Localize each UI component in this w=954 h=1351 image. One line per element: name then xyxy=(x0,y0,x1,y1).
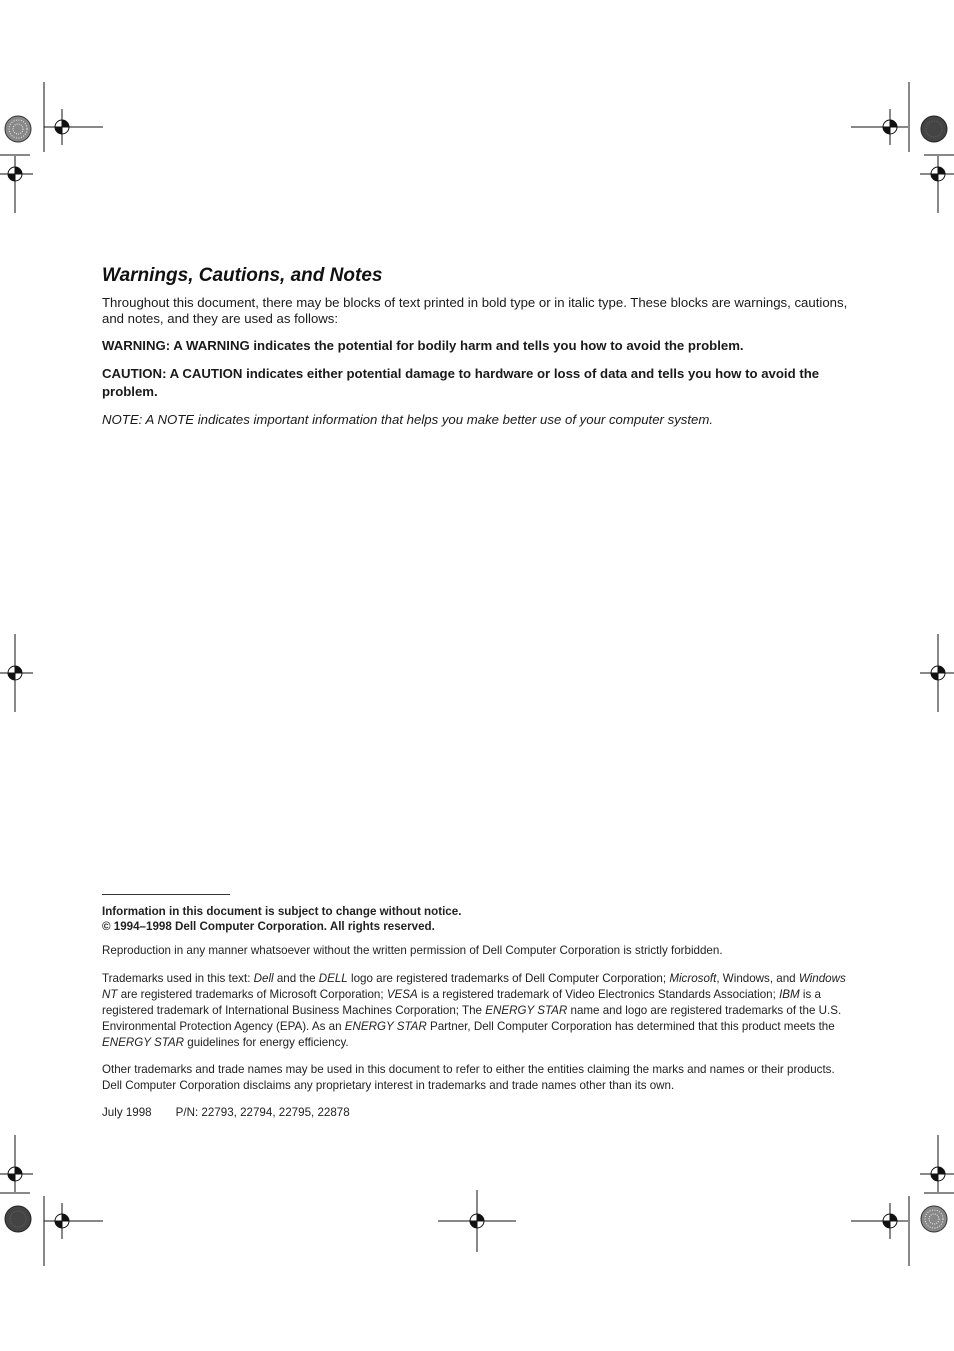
intro-paragraph: Throughout this document, there may be blocks of text printed in bold type or in italic type. These blocks are warnings, cautions, and notes, and they are used as follows: xyxy=(102,295,848,326)
caution-paragraph: CAUTION: A CAUTION indicates either potential damage to hardware or loss of data and tells you how to avoid the problem. xyxy=(102,366,820,399)
tm-microsoft: Microsoft xyxy=(669,972,717,985)
tm-dell: Dell xyxy=(253,972,274,985)
reproduction-notice: Reproduction in any manner whatsoever without the written permission of Dell Computer Corporation is strictly forbidden. xyxy=(102,944,723,957)
star-target-icon xyxy=(921,1206,947,1232)
registration-mark-icon xyxy=(920,1156,954,1192)
part-number: P/N: 22793, 22794, 22795, 22878 xyxy=(175,1106,350,1119)
notice-line-1: Information in this document is subject to change without notice. xyxy=(102,905,462,918)
tm-energy-star: ENERGY STAR xyxy=(485,1004,568,1017)
tm-energy-star: ENERGY STAR xyxy=(344,1020,427,1033)
dark-target-icon xyxy=(5,1206,31,1232)
tm-text: guidelines for energy efficiency. xyxy=(184,1036,349,1049)
tm-text: logo are registered trademarks of Dell Computer Corporation; xyxy=(347,972,670,985)
note-paragraph: NOTE: A NOTE indicates important information that helps you make better use of your computer system. xyxy=(102,412,714,427)
tm-text: Partner, Dell Computer Corporation has determined that this product meets the xyxy=(426,1020,835,1033)
tm-text: and the xyxy=(273,972,319,985)
star-target-icon xyxy=(5,116,31,142)
other-trademarks-paragraph: Other trademarks and trade names may be used in this document to refer to either the entities claiming the marks and names or their products. Dell Computer Corporation disclaims any proprietary interest in trademarks and trade names other than its own. xyxy=(102,1063,835,1092)
tm-text: , Windows, and xyxy=(716,972,799,985)
publication-date: July 1998 xyxy=(102,1106,152,1119)
tm-ibm: IBM xyxy=(779,988,800,1001)
tm-vesa: VESA xyxy=(386,988,418,1001)
warnings-section xyxy=(102,265,854,428)
tm-dell-logo: DELL xyxy=(318,972,348,985)
copyright-block xyxy=(102,904,854,1121)
tm-windows-nt: Windows NT xyxy=(102,972,846,1001)
tm-text: name and logo are registered trademarks of the U.S. Environmental Protection Agency (EPA). As an xyxy=(102,1004,842,1033)
registration-mark-icon xyxy=(0,156,33,192)
tm-energy-star: ENERGY STAR xyxy=(102,1036,185,1049)
registration-mark-icon xyxy=(920,156,954,192)
publication-info xyxy=(102,1105,854,1121)
tm-text: is a registered trademark of International Business Machines Corporation; The xyxy=(102,988,821,1017)
tm-text: Trademarks used in this text: xyxy=(102,972,254,985)
tm-text: are registered trademarks of Microsoft Corporation; xyxy=(117,988,387,1001)
footer-divider xyxy=(102,894,230,895)
trademarks-paragraph xyxy=(102,971,854,1051)
notice-line-2: © 1994–1998 Dell Computer Corporation. All rights reserved. xyxy=(102,920,435,933)
warning-paragraph: WARNING: A WARNING indicates the potential for bodily harm and tells you how to avoid the problem. xyxy=(102,338,744,353)
tm-text: is a registered trademark of Video Electronics Standards Association; xyxy=(417,988,780,1001)
dark-target-icon xyxy=(921,116,947,142)
page-title: Warnings, Cautions, and Notes xyxy=(102,265,383,286)
registration-mark-icon xyxy=(0,1156,33,1192)
